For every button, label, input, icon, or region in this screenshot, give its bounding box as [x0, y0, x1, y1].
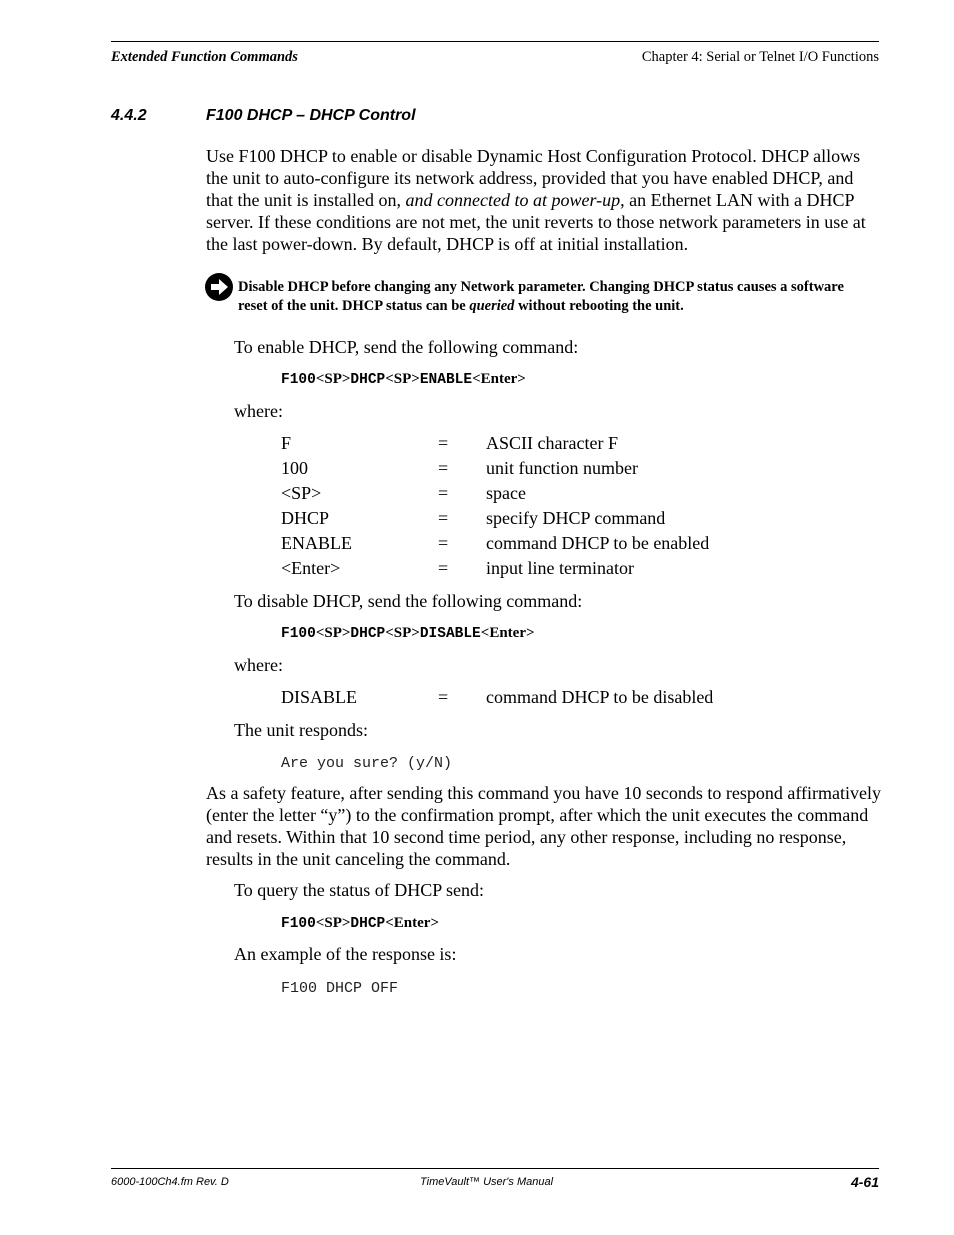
- cmd-part: DHCP: [350, 372, 386, 388]
- param-term: F: [281, 433, 292, 453]
- param-term: DHCP: [281, 508, 330, 528]
- param-definition: input line terminator: [486, 558, 634, 578]
- param-term: ENABLE: [281, 533, 352, 553]
- param-equals: =: [438, 508, 449, 528]
- cmd-part: ENABLE: [419, 372, 473, 388]
- param-term: 100: [281, 458, 308, 478]
- disable-command: [281, 625, 535, 642]
- responds-intro: The unit responds:: [234, 720, 368, 740]
- footer-manual-title: TimeVault™ User's Manual: [420, 1176, 554, 1188]
- cmd-part: F100: [281, 916, 316, 932]
- intro-text-2: , an Ethernet LAN with a DHCP server. If these conditions are not met, the unit reverts to those network parameters in use at the last power-down. By default, DHCP is off at initial installation.: [206, 190, 866, 254]
- param-equals: =: [438, 433, 449, 453]
- cmd-part: <Enter>: [385, 915, 439, 931]
- footer-file: 6000-100Ch4.fm Rev. D: [111, 1176, 229, 1188]
- param-definition: unit function number: [486, 458, 638, 478]
- section-number: 4.4.2: [111, 107, 147, 124]
- disable-where: where:: [234, 655, 283, 675]
- note-text-2: without rebooting the unit.: [514, 297, 684, 314]
- responds-output: Are you sure? (y/N): [281, 755, 453, 772]
- param-definition: space: [486, 483, 526, 503]
- cmd-part: <SP>: [315, 915, 351, 931]
- section-title: F100 DHCP – DHCP Control: [206, 107, 416, 124]
- cmd-part: <SP>: [315, 371, 351, 387]
- param-term: DISABLE: [281, 687, 357, 707]
- intro-text-1: Use F100 DHCP to enable or disable Dynamic Host Configuration Protocol. DHCP allows the unit to auto-configure its network address, provided that you have enabled DHCP, and that the unit is installed on,: [206, 146, 861, 210]
- param-equals: =: [438, 483, 449, 503]
- param-equals: =: [438, 687, 449, 707]
- cmd-part: DHCP: [350, 626, 386, 642]
- cmd-part: F100: [281, 372, 316, 388]
- param-equals: =: [438, 458, 449, 478]
- cmd-part: <Enter>: [472, 371, 526, 387]
- param-equals: =: [438, 558, 449, 578]
- example-intro: An example of the response is:: [234, 944, 457, 964]
- disable-intro: To disable DHCP, send the following command:: [234, 591, 583, 611]
- param-term: <Enter>: [281, 558, 341, 578]
- note-text: [238, 278, 858, 315]
- enable-command: [281, 371, 526, 388]
- page-number: 4-61: [850, 1174, 879, 1190]
- cmd-part: <SP>: [315, 625, 351, 641]
- cmd-part: F100: [281, 626, 316, 642]
- query-intro: To query the status of DHCP send:: [234, 880, 485, 900]
- cmd-part: <SP>: [385, 371, 420, 387]
- intro-paragraph: [206, 145, 881, 255]
- param-definition: command DHCP to be enabled: [486, 533, 710, 553]
- running-header-right: Chapter 4: Serial or Telnet I/O Functions: [641, 49, 879, 65]
- param-definition: command DHCP to be disabled: [486, 687, 714, 707]
- header-rule: [111, 41, 879, 42]
- running-header-left: Extended Function Commands: [111, 49, 298, 65]
- param-term: <SP>: [281, 483, 322, 503]
- cmd-part: <Enter>: [480, 625, 535, 641]
- enable-where: where:: [234, 401, 283, 421]
- arrow-right-circle-icon: [204, 272, 234, 302]
- intro-text-italic: and connected to at power-up: [405, 190, 621, 210]
- enable-intro: To enable DHCP, send the following command:: [234, 337, 579, 357]
- param-definition: specify DHCP command: [486, 508, 666, 528]
- safety-paragraph: As a safety feature, after sending this command you have 10 seconds to respond affirmatively (enter the letter “y”) to the confirmation prompt, after which the unit executes the command and resets. Within that 10 second time period, any other response, including no response, results in the unit canceling the command.: [206, 783, 881, 869]
- param-definition: ASCII character F: [486, 433, 618, 453]
- note-text-1: Disable DHCP before changing any Network parameter. Changing DHCP status causes a software reset of the unit. DHCP status can be: [238, 279, 844, 314]
- param-equals: =: [438, 533, 449, 553]
- footer-rule: [111, 1168, 879, 1169]
- cmd-part: DISABLE: [419, 626, 481, 642]
- query-command: [281, 915, 439, 932]
- cmd-part: <SP>: [385, 625, 420, 641]
- note-text-italic: queried: [469, 297, 515, 314]
- example-output: F100 DHCP OFF: [281, 980, 399, 997]
- cmd-part: DHCP: [350, 916, 386, 932]
